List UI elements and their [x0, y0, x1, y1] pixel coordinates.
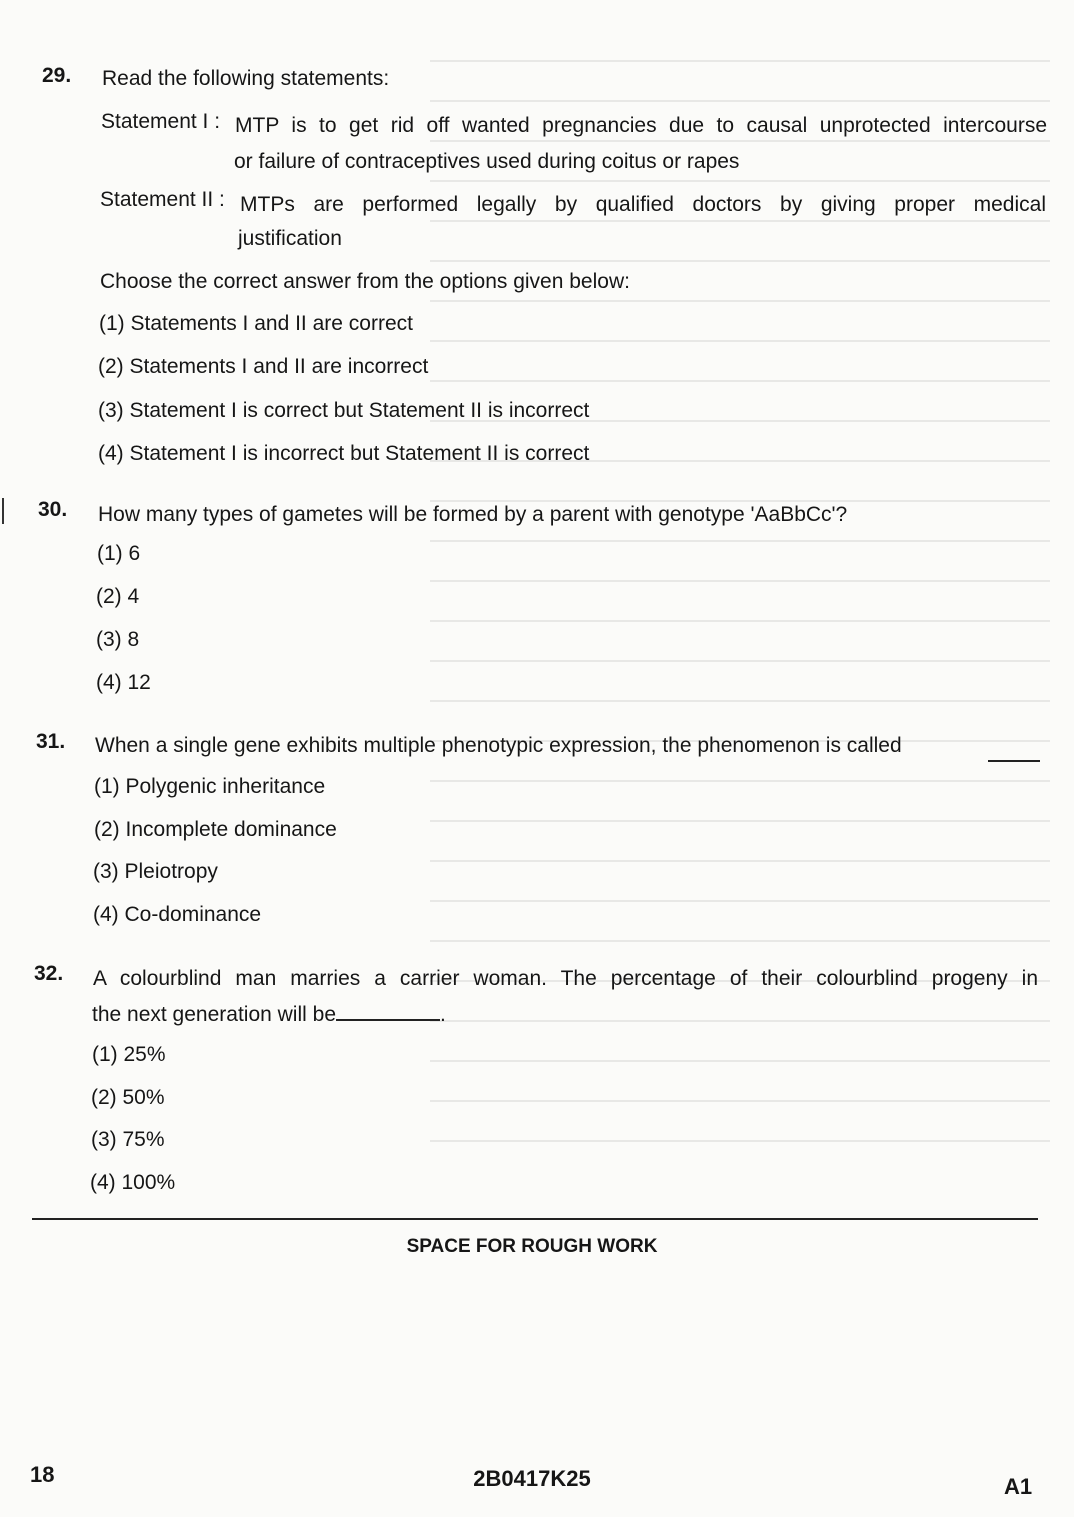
statement-2-line-1: MTPs are performed legally by qualified doctors by giving proper medical [240, 193, 1046, 216]
option-3: (3) 75% [91, 1128, 165, 1151]
option-3: (3) 8 [96, 628, 140, 651]
question-prompt-end: . [440, 1003, 446, 1026]
bleed-through-texture [430, 60, 1050, 1210]
question-prompt: How many types of gametes will be formed by a parent with genotype 'AaBbCc'? [98, 503, 848, 526]
rough-work-heading: SPACE FOR ROUGH WORK [406, 1236, 658, 1257]
answer-blank [988, 742, 1040, 762]
answer-blank [336, 1001, 440, 1021]
section-divider [32, 1218, 1038, 1220]
set-code: A1 [1004, 1474, 1033, 1499]
option-4: (4) 12 [96, 671, 151, 694]
question-prompt: Read the following statements: [102, 67, 390, 90]
option-1: (1) Statements I and II are correct [99, 312, 413, 335]
option-4: (4) 100% [90, 1171, 176, 1194]
question-prompt-text: the next generation will be [92, 1003, 336, 1026]
question-prompt: When a single gene exhibits multiple phenotypic expression, the phenomenon is called [95, 734, 902, 757]
question-prompt-line-1: A colourblind man marries a carrier woman. The percentage of their colourblind progeny in [93, 967, 1038, 990]
option-1: (1) Polygenic inheritance [94, 775, 326, 798]
option-4: (4) Statement I is incorrect but Statement II is correct [98, 442, 590, 465]
paper-code: 2B0417K25 [473, 1466, 591, 1491]
question-number: 30. [38, 498, 68, 521]
option-3: (3) Statement I is correct but Statement II is incorrect [98, 399, 590, 422]
statement-1-line-2: or failure of contraceptives used during coitus or rapes [234, 150, 740, 173]
page-number: 18 [30, 1462, 55, 1487]
question-number: 31. [36, 730, 66, 753]
choose-instruction: Choose the correct answer from the options given below: [100, 270, 630, 293]
statement-2-label: Statement II : [100, 188, 225, 211]
option-1: (1) 25% [92, 1043, 166, 1066]
statement-1-line-1: MTP is to get rid off wanted pregnancies due to causal unprotected intercourse [235, 114, 1047, 137]
statement-2-line-2: justification [238, 227, 342, 250]
question-number: 32. [34, 962, 64, 985]
question-number: 29. [42, 64, 72, 87]
margin-mark [2, 498, 4, 524]
option-2: (2) 4 [96, 585, 140, 608]
option-1: (1) 6 [97, 542, 141, 565]
question-prompt-line-2 [92, 1001, 446, 1027]
option-2: (2) Statements I and II are incorrect [98, 355, 429, 378]
option-3: (3) Pleiotropy [93, 860, 218, 883]
statement-1-label: Statement I : [101, 110, 221, 133]
option-4: (4) Co-dominance [93, 903, 262, 926]
option-2: (2) 50% [91, 1086, 165, 1109]
option-2: (2) Incomplete dominance [94, 818, 337, 841]
